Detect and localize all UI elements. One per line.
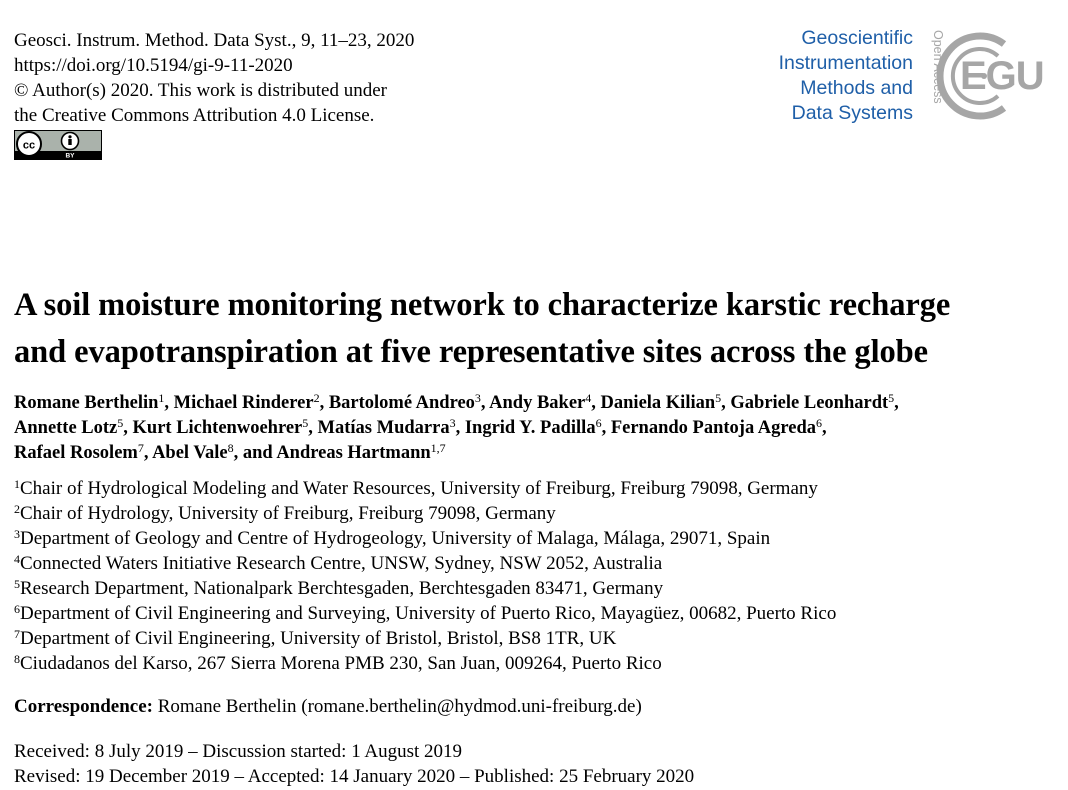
- dates-line: Received: 8 July 2019 – Discussion started: 1 August 2019: [14, 741, 463, 762]
- affiliation-item: [14, 551, 836, 576]
- author-affiliation-mark: 5: [117, 416, 124, 430]
- author-name: Fernando Pantoja Agreda: [610, 418, 817, 438]
- author-name: Michael Rinderer: [173, 393, 314, 413]
- affiliation-item: [14, 576, 836, 601]
- author-name: Rafael Rosolem: [14, 443, 138, 463]
- affiliation-item: [14, 626, 836, 651]
- author-affiliation-mark: 5: [302, 416, 309, 430]
- svg-text:cc: cc: [22, 139, 36, 152]
- affiliation-number: 6: [14, 602, 20, 616]
- author-name: Matías Mudarra: [317, 418, 450, 438]
- publication-dates: [14, 739, 694, 789]
- affiliation-item: [14, 651, 836, 676]
- journal-name[interactable]: [779, 26, 913, 126]
- author-name: Andy Baker: [489, 393, 586, 413]
- author-name: Abel Vale: [152, 443, 228, 463]
- author-list: Romane Berthelin$^1$, Michael Rinderer$^2$, Bartolomé Andreo$^3$, Andy Baker$^4$, Daniela Kilian$^5$, Gabriele Leonhardt$^5$, Annette Lotz$^5$, Kurt Lichtenwoehrer$^5$, Matías Mudarra$^3$, Ingrid Y. Padilla$^6$, Fernando Pantoja Agreda$^6$, Rafael Rosolem$^7$, Abel Vale$^8$, and Andreas Hartmann$^{1,7}$: [14, 391, 899, 463]
- affiliation-text: Department of Geology and Centre of Hydrogeology, University of Malaga, Málaga, 29071, Spain: [20, 528, 771, 549]
- dates-line: Revised: 19 December 2019 – Accepted: 14 January 2020 – Published: 25 February 2020: [14, 766, 695, 787]
- correspondence: [14, 694, 642, 719]
- journal-name-line: Geoscientific: [801, 27, 913, 49]
- affiliation-item: [14, 476, 836, 501]
- license-line: the Creative Commons Attribution 4.0 License.: [14, 105, 375, 126]
- author-affiliation-mark: 5: [715, 391, 722, 405]
- author-affiliation-mark: 6: [595, 416, 602, 430]
- affiliation-text: Connected Waters Initiative Research Centre, UNSW, Sydney, NSW 2052, Australia: [20, 553, 663, 574]
- author-affiliation-mark: 8: [227, 441, 234, 455]
- title-line: A soil moisture monitoring network to characterize karstic recharge: [14, 287, 951, 323]
- affiliation-number: 3: [14, 527, 20, 541]
- affiliation-text: Chair of Hydrology, University of Freiburg, Freiburg 79098, Germany: [20, 503, 556, 524]
- affiliation-number: 2: [14, 502, 20, 516]
- egu-logo-text: EGU: [960, 54, 1044, 98]
- author-name: Ingrid Y. Padilla: [464, 418, 596, 438]
- egu-logo-icon[interactable]: [944, 30, 1060, 122]
- author-name: Romane Berthelin: [14, 393, 159, 413]
- author-affiliation-mark: 2: [313, 391, 320, 405]
- affiliation-text: Research Department, Nationalpark Berchtesgaden, Berchtesgaden 83471, Germany: [20, 578, 664, 599]
- affiliation-text: Department of Civil Engineering and Surveying, University of Puerto Rico, Mayagüez, 00682, Puerto Rico: [20, 603, 837, 624]
- cc-by-label: BY: [65, 152, 75, 160]
- author-conjunction: and: [242, 443, 273, 463]
- cc-by-license-icon[interactable]: [14, 130, 102, 160]
- author-name: Daniela Kilian: [600, 393, 716, 413]
- affiliation-item: [14, 526, 836, 551]
- correspondence-label: Correspondence:: [14, 696, 153, 717]
- affiliation-item: [14, 501, 836, 526]
- doi-link[interactable]: https://doi.org/10.5194/gi-9-11-2020: [14, 55, 293, 76]
- author-name: Bartolomé Andreo: [328, 393, 475, 413]
- affiliation-list: [14, 476, 836, 676]
- journal-header-info: [14, 28, 414, 128]
- journal-name-line: Instrumentation: [778, 52, 913, 74]
- author-affiliation-mark: 4: [585, 391, 592, 405]
- affiliation-text: Department of Civil Engineering, University of Bristol, Bristol, BS8 1TR, UK: [20, 628, 617, 649]
- affiliation-number: 4: [14, 552, 20, 566]
- affiliation-text: Chair of Hydrological Modeling and Water Resources, University of Freiburg, Freiburg 79098, Germany: [20, 478, 818, 499]
- author-name: Annette Lotz: [14, 418, 118, 438]
- author-affiliation-mark: 6: [816, 416, 823, 430]
- journal-name-line: Methods and: [800, 77, 913, 99]
- affiliation-item: [14, 601, 836, 626]
- open-access-text: Open Access: [931, 30, 945, 104]
- author-affiliation-mark: 3: [449, 416, 456, 430]
- author-affiliation-mark: 3: [474, 391, 481, 405]
- affiliation-number: 1: [14, 477, 20, 491]
- author-affiliation-mark: 5: [888, 391, 895, 405]
- author-affiliation-mark: 7: [137, 441, 144, 455]
- journal-name-line: Data Systems: [791, 102, 913, 124]
- title-line: and evapotranspiration at five representative sites across the globe: [14, 334, 928, 370]
- affiliation-text: Ciudadanos del Karso, 267 Sierra Morena PMB 230, San Juan, 009264, Puerto Rico: [20, 653, 662, 674]
- affiliation-number: 7: [14, 627, 20, 641]
- author-affiliation-mark: 1: [158, 391, 165, 405]
- open-access-label: [922, 30, 945, 122]
- author-name: Kurt Lichtenwoehrer: [132, 418, 303, 438]
- author-affiliation-mark: 1,7: [430, 441, 446, 455]
- author-name: Gabriele Leonhardt: [730, 393, 889, 413]
- paper-title: [14, 282, 1064, 376]
- affiliation-number: 5: [14, 577, 20, 591]
- correspondence-contact[interactable]: Romane Berthelin (romane.berthelin@hydmod.uni-freiburg.de): [157, 696, 642, 717]
- affiliation-number: 8: [14, 652, 20, 666]
- copyright-line: © Author(s) 2020. This work is distributed under: [14, 80, 387, 101]
- author-name: Andreas Hartmann: [276, 443, 431, 463]
- citation-line: Geosci. Instrum. Method. Data Syst., 9, 11–23, 2020: [14, 30, 415, 51]
